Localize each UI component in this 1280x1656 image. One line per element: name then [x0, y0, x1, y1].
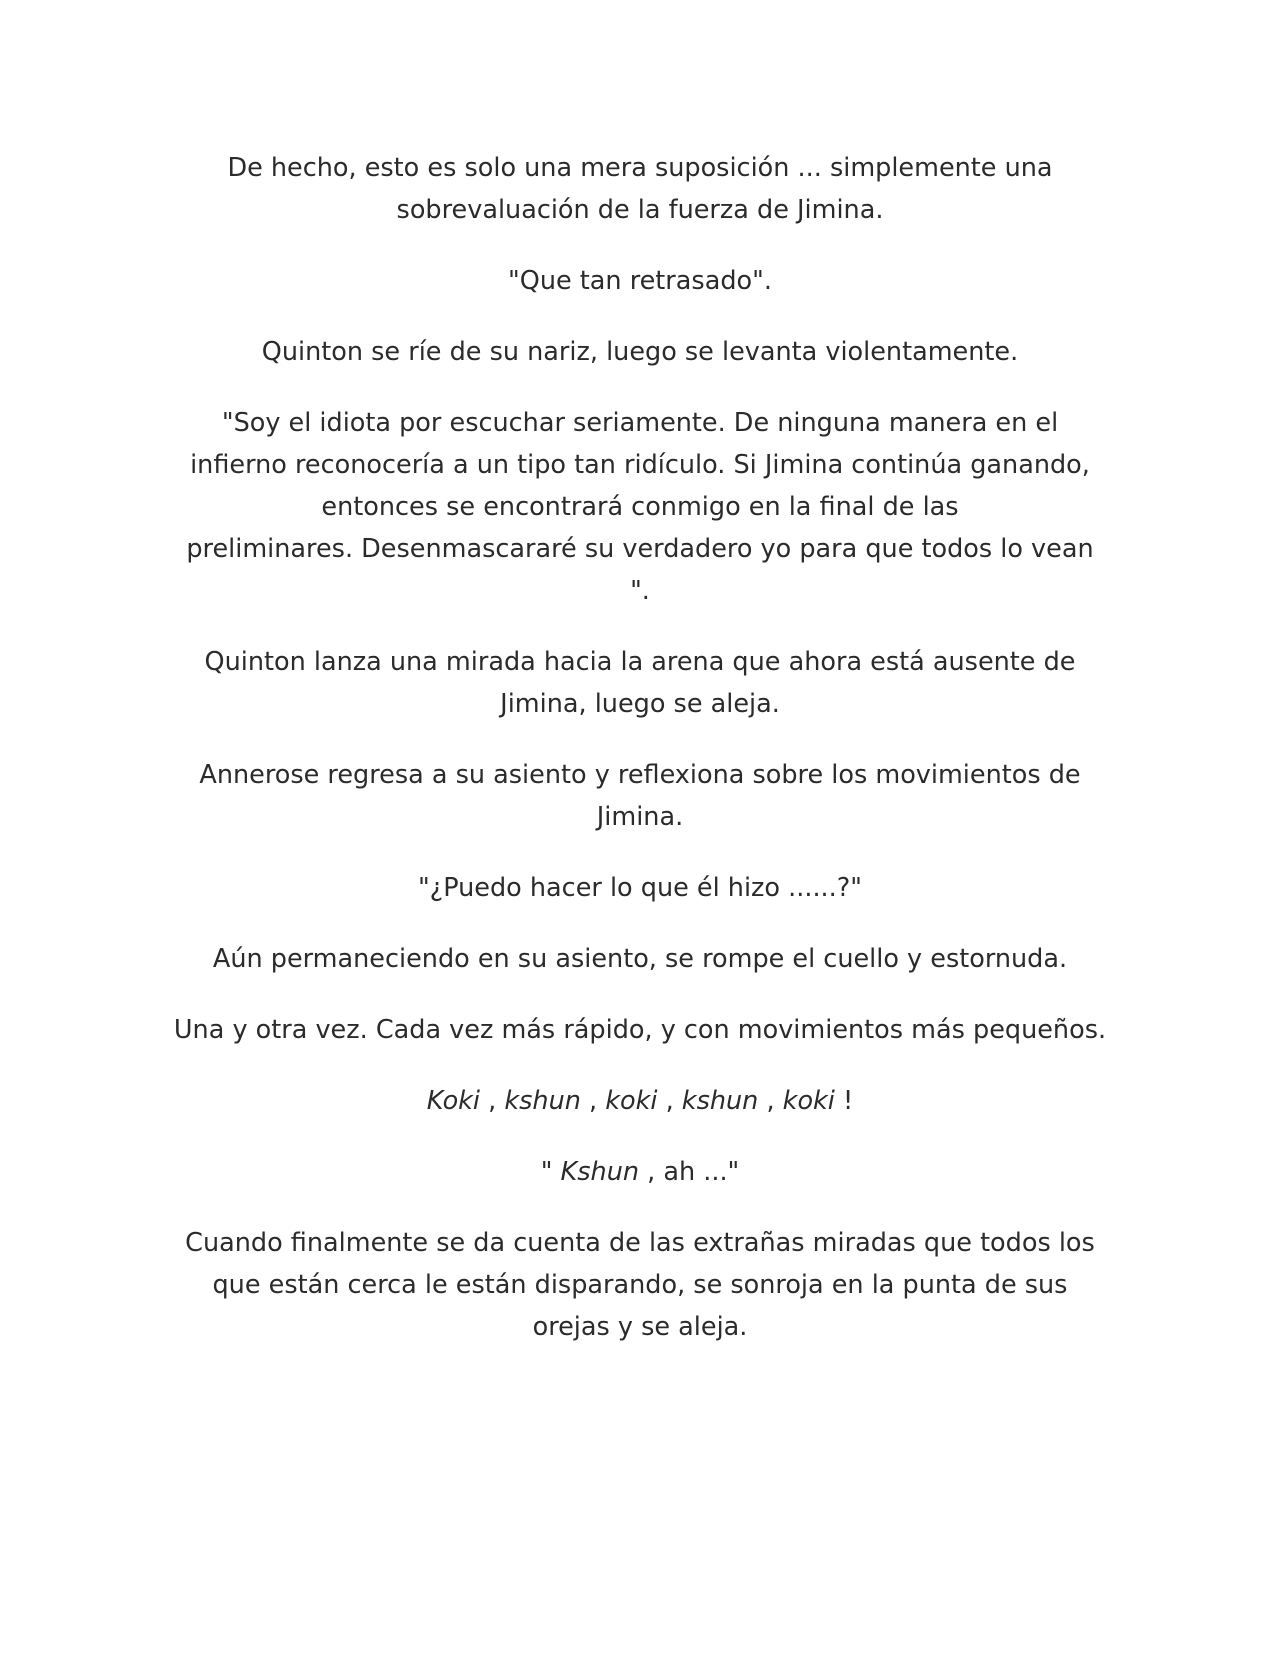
paragraph-2 — [170, 260, 1110, 302]
sfx-word: koki — [782, 1086, 835, 1116]
paragraph-line: preliminares. Desenmascararé su verdadero yo para que todos lo vean — [186, 534, 1094, 564]
paragraph-6 — [170, 754, 1110, 838]
paragraph-8 — [170, 938, 1110, 980]
paragraph-line: que están cerca le están disparando, se sonroja en la punta de sus — [212, 1270, 1068, 1300]
paragraph-line: Jimina, luego se aleja. — [500, 689, 780, 719]
sfx-word: koki — [605, 1086, 658, 1116]
paragraph-9 — [170, 1009, 1110, 1051]
paragraph-11 — [170, 1151, 1110, 1193]
paragraph-4 — [170, 402, 1110, 612]
paragraph-text: Aún permaneciendo en su asiento, se rompe el cuello y estornuda. — [212, 944, 1068, 974]
paragraph-line: Annerose regresa a su asiento y reflexiona sobre los movimientos de — [199, 760, 1081, 790]
paragraph-text: "¿Puedo hacer lo que él hizo ......?" — [417, 873, 863, 903]
sfx-word: kshun — [504, 1086, 581, 1116]
paragraph-text: "Que tan retrasado". — [508, 266, 772, 296]
paragraph-line: De hecho, esto es solo una mera suposición ... simplemente una — [227, 153, 1053, 183]
paragraph-text: Una y otra vez. Cada vez más rápido, y con movimientos más pequeños. — [173, 1015, 1107, 1045]
paragraph-1 — [170, 147, 1110, 231]
paragraph-line: "Soy el idiota por escuchar seriamente. De ninguna manera en el — [221, 408, 1059, 438]
paragraph-line: Cuando finalmente se da cuenta de las extrañas miradas que todos los — [185, 1228, 1095, 1258]
paragraph-12 — [170, 1222, 1110, 1348]
sfx-separator: , — [758, 1086, 783, 1116]
sfx-word: Kshun — [560, 1157, 640, 1187]
paragraph-line: Jimina. — [596, 802, 684, 832]
paragraph-line: Quinton lanza una mirada hacia la arena que ahora está ausente de — [204, 647, 1076, 677]
paragraph-line: ". — [630, 576, 650, 606]
paragraph-5 — [170, 641, 1110, 725]
paragraph-line: sobrevaluación de la fuerza de Jimina. — [396, 195, 884, 225]
paragraph-10-sound-effect — [170, 1080, 1110, 1122]
sfx-separator: , — [657, 1086, 682, 1116]
sfx-separator: ! — [834, 1086, 854, 1116]
paragraph-7 — [170, 867, 1110, 909]
quote-open: " — [540, 1157, 561, 1187]
paragraph-line: orejas y se aleja. — [532, 1312, 748, 1342]
sfx-word: Koki — [426, 1086, 481, 1116]
paragraph-3 — [170, 331, 1110, 373]
quote-rest: , ah ..." — [639, 1157, 740, 1187]
paragraph-line: entonces se encontrará conmigo en la final de las — [321, 492, 959, 522]
sfx-word: kshun — [681, 1086, 759, 1116]
sfx-separator: , — [580, 1086, 606, 1116]
paragraph-line: infierno reconocería a un tipo tan ridículo. Si Jimina continúa ganando, — [190, 450, 1090, 480]
sfx-separator: , — [480, 1086, 505, 1116]
paragraph-text: Quinton se ríe de su nariz, luego se levanta violentamente. — [261, 337, 1019, 367]
